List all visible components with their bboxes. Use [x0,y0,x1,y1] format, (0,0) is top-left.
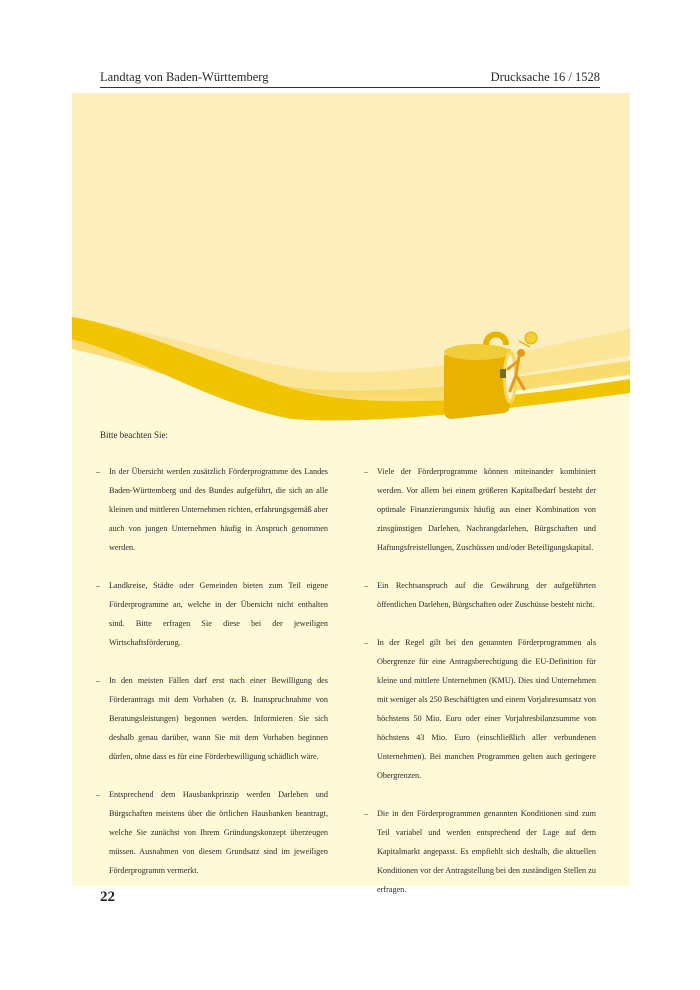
list-item-text: In der Regel gilt bei den genannten Förderprogrammen als Obergrenze für eine Antragsberechtigung die EU-Definition für kleine und mittlere Unternehmen (KMU). Dies sind Unternehmen mit weniger als 250 Beschäftigten und einem Vorjahresumsatz von höchstens 50 Mio. Euro oder einer Vorjahresbilanzsumme von höchstens 43 Mio. Euro (einschließlich aller verbundenen Unternehmen). Bei manchen Programmen gelten auch geringere Obergrenzen. [377,638,596,780]
header-document-number: Drucksache 16 / 1528 [490,70,600,84]
list-item [96,462,328,557]
bullet-dash: – [364,809,369,818]
list-item-text: Die in den Förderprogrammen genannten Konditionen sind zum Teil variabel und werden entsprechend der Lage auf dem Kapitalmarkt angepasst. Es empfiehlt sich deshalb, die aktuellen Konditionen vor der Antragstellung bei den zuständigen Stellen zu erfragen. [377,809,596,894]
list-item [364,633,596,785]
page-number: 22 [100,889,115,905]
list-item [364,576,596,614]
bullet-dash: – [96,790,101,799]
list-item-text: In den meisten Fällen darf erst nach einer Bewilligung des Förderantrags mit dem Vorhaben (z. B. Inanspruchnahme von Beratungsleistungen) begonnen werden. Informieren Sie sich deshalb genau darüber, wann Sie mit dem Vorhaben beginnen dürfen, ohne dass es für eine Förderbewilligung schädlich wäre. [109,676,328,761]
list-item-text: In der Übersicht werden zusätzlich Förderprogramme des Landes Baden-Württemberg und des Bundes aufgeführt, die sich an alle kleinen und mittleren Unternehmen richten, erfahrungsgemäß aber auch von jungen Unternehmen häufig in Anspruch genommen werden. [109,467,328,552]
bullet-dash: – [364,467,369,476]
header-title: Landtag von Baden-Württemberg [100,70,269,84]
list-item [96,671,328,766]
list-item-text: Viele der Förderprogramme können miteinander kombiniert werden. Vor allem bei einem größeren Kapitalbedarf besteht der optimale Finanzierungsmix häufig aus einer Kombination von zinsgünstigen Darlehen, Nachrangdarlehen, Bürgschaften und Haftungsfreistellungen, Zuschüssen und/oder Beteiligungskapital. [377,467,596,552]
list-item [96,576,328,652]
list-item [364,804,596,899]
bullet-dash: – [96,467,101,476]
bullet-dash: – [96,581,101,590]
list-item-text: Landkreise, Städte oder Gemeinden bieten zum Teil eigene Förderprogramme an, welche in der Übersicht nicht enthalten sind. Bitte erfragen Sie diese bei der jeweiligen Wirtschaftsförderung. [109,581,328,647]
right-column [364,462,596,918]
list-item-text: Entsprechend dem Hausbankprinzip werden Darlehen und Bürgschaften meistens über die örtlichen Hausbanken beantragt, welche Sie zunächst von Ihrem Gründungskonzept überzeugen müssen. Ausnahmen von diesem Grundsatz sind im jeweiligen Förderprogramm vermerkt. [109,790,328,875]
list-item [96,785,328,880]
list-item [364,462,596,557]
mug-icon [444,335,517,420]
intro-heading: Bitte beachten Sie: [100,430,168,440]
bullet-dash: – [96,676,101,685]
wave-illustration [72,93,630,433]
page-header [100,70,600,88]
list-item-text: Ein Rechtsanspruch auf die Gewährung der aufgeführten öffentlichen Darlehen, Bürgschaften oder Zuschüsse besteht nicht. [377,581,596,609]
left-column [96,462,328,899]
bullet-dash: – [364,581,369,590]
bullet-dash: – [364,638,369,647]
